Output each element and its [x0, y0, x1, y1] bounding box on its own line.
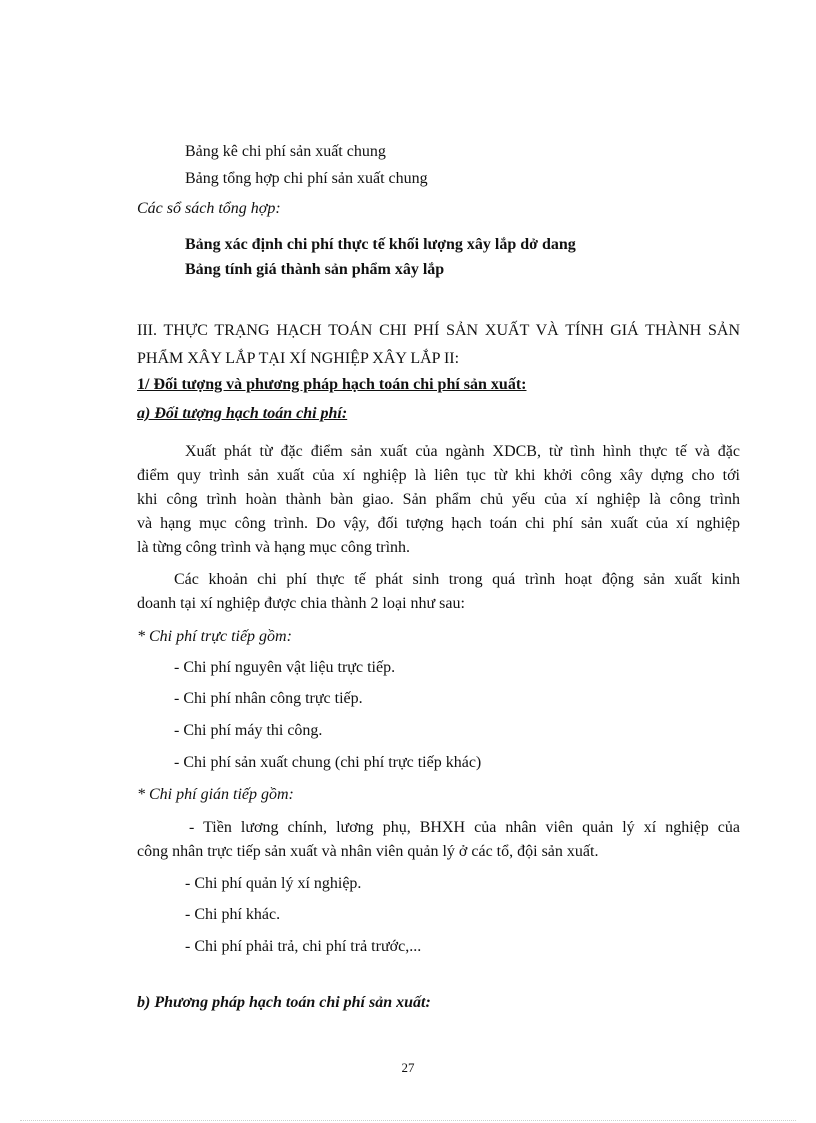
list-item: Bảng kê chi phí sản xuất chung	[185, 143, 386, 160]
paragraph-2	[137, 568, 740, 616]
subsection-b-heading: b) Phương pháp hạch toán chi phí sản xuất:	[137, 994, 431, 1011]
paragraph-1	[137, 440, 740, 560]
ledger-item: Bảng tính giá thành sản phẩm xây lắp	[185, 261, 445, 278]
paragraph-line: - Tiền lương chính, lương phụ, BHXH của nhân viên quản lý xí nghiệp của	[189, 819, 740, 836]
ledgers-heading: Các sổ sách tổng hợp:	[137, 200, 281, 217]
paragraph-line: doanh tại xí nghiệp được chia thành 2 loại như sau:	[137, 595, 465, 612]
list-item: - Chi phí quản lý xí nghiệp.	[185, 875, 362, 892]
indirect-paragraph	[137, 816, 740, 864]
section-title-line: III. THỰC TRẠNG HẠCH TOÁN CHI PHÍ SẢN XUẤT VÀ TÍNH GIÁ THÀNH SẢN	[137, 322, 740, 339]
list-item: - Chi phí nguyên vật liệu trực tiếp.	[174, 659, 396, 676]
paragraph-line: Các khoản chi phí thực tế phát sinh trong quá trình hoạt động sản xuất kinh	[174, 571, 740, 588]
list-item: Bảng tổng hợp chi phí sản xuất chung	[185, 170, 428, 187]
paragraph-line: là từng công trình và hạng mục công trình.	[137, 539, 411, 556]
list-item: - Chi phí phải trả, chi phí trả trước,...	[185, 938, 422, 955]
paragraph-line: công nhân trực tiếp sản xuất và nhân viên quản lý ở các tổ, đội sản xuất.	[137, 843, 599, 860]
list-item: - Chi phí máy thi công.	[174, 722, 323, 739]
page-number: 27	[401, 1060, 415, 1075]
subsection-a-heading: a) Đối tượng hạch toán chi phí:	[137, 405, 348, 422]
indirect-costs-heading: * Chi phí gián tiếp gồm:	[137, 786, 294, 803]
direct-costs-heading: * Chi phí trực tiếp gồm:	[137, 628, 292, 645]
section-title	[137, 317, 740, 373]
list-item: - Chi phí sản xuất chung (chi phí trực tiếp khác)	[174, 754, 482, 771]
paragraph-line: và hạng mục công trình. Do vậy, đối tượng hạch toán chi phí sản xuất của xí nghiệp	[137, 515, 740, 532]
subsection-1-heading: 1/ Đối tượng và phương pháp hạch toán chi phí sản xuất:	[137, 376, 527, 393]
footer-divider	[20, 1120, 796, 1121]
list-item: - Chi phí khác.	[185, 906, 281, 923]
paragraph-line: điểm quy trình sản xuất của xí nghiệp là liên tục từ khi khởi công xây dựng cho tới	[137, 467, 740, 484]
list-item: - Chi phí nhân công trực tiếp.	[174, 690, 363, 707]
paragraph-line: khi công trình hoàn thành bàn giao. Sản phẩm chủ yếu của xí nghiệp là công trình	[137, 491, 740, 508]
paragraph-line: Xuất phát từ đặc điểm sản xuất của ngành XDCB, từ tình hình thực tế và đặc	[185, 443, 740, 460]
section-title-line: PHẨM XÂY LẮP TẠI XÍ NGHIỆP XÂY LẮP II:	[137, 350, 460, 367]
ledger-item: Bảng xác định chi phí thực tế khối lượng xây lắp dở dang	[185, 236, 576, 253]
